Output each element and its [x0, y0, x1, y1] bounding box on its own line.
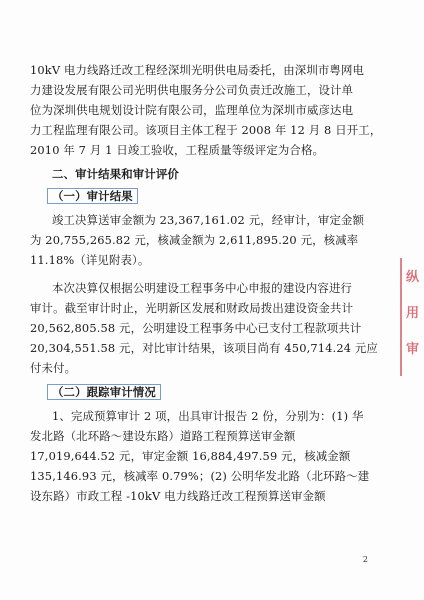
paragraph-line: 17,019,644.52 元，审定金额 16,884,497.59 元，核减金额 [30, 449, 351, 463]
section-heading: 二、审计结果和审计评价 [52, 167, 179, 181]
paragraph-line: 2010 年 7 月 1 日竣工验收，工程质量等级评定为合格。 [30, 143, 325, 157]
paragraph-line: 11.18%（详见附表）。 [30, 253, 150, 267]
paragraph-line: 付未付。 [30, 361, 77, 375]
stamp-char: 纵 [406, 270, 420, 285]
paragraph-line: 发北路（北环路～建设东路）道路工程预算送审金额 [30, 429, 296, 443]
paragraph-line: 设东路）市政工程 -10kV 电力线路迁改工程预算送审金额 [30, 489, 326, 503]
paragraph-line: 1、完成预算审计 2 项，出具审计报告 2 份，分别为：(1) 华 [52, 409, 364, 423]
paragraph-line: 位为深圳供电规划设计院有限公司，监理单位为深圳市威彦达电 [30, 103, 354, 117]
paragraph-line: 135,146.93 元，核减率 0.79%；(2) 公明华发北路（北环路～建 [30, 469, 370, 483]
paragraph-line: 竣工决算送审金额为 23,367,161.02 元，经审计，审定金额 [52, 213, 365, 227]
heading-box: （二）跟踪审计情况 [47, 384, 161, 400]
paragraph-line: 力工程监理有限公司。该项目主体工程于 2008 年 12 月 8 日开工， [30, 123, 382, 137]
paragraph-line: 本次决算仅根据公明建设工程事务中心申报的建设内容进行 [52, 281, 353, 295]
paragraph-line: 20,304,551.58 元，对比审计结果，该项目尚有 450,714.24 元应 [30, 341, 378, 355]
paragraph-line: 审计。截至审计时止，光明新区发展和财政局拨出建设资金共计 [30, 301, 354, 315]
paragraph-line: 为 20,755,265.82 元，核减金额为 2,611,895.20 元，核减率 [30, 233, 359, 247]
paragraph-line: 20,562,805.58 元，公明建设工程事务中心已支付工程款项共计 [30, 321, 362, 335]
seal-stamp [400, 258, 424, 376]
page-number: 2 [362, 555, 368, 564]
subsection-heading-tracking-audit [52, 385, 161, 400]
paragraph-line: 力建设发展有限公司光明供电服务分公司负责迁改施工，设计单 [30, 83, 354, 97]
stamp-char: 审 [406, 342, 420, 357]
subsection-heading-audit-result [52, 189, 138, 204]
heading-box: （一）审计结果 [47, 188, 138, 204]
paragraph-line: 10kV 电力线路迁改工程经深圳光明供电局委托，由深圳市粤网电 [30, 63, 365, 77]
stamp-char: 用 [406, 306, 420, 321]
